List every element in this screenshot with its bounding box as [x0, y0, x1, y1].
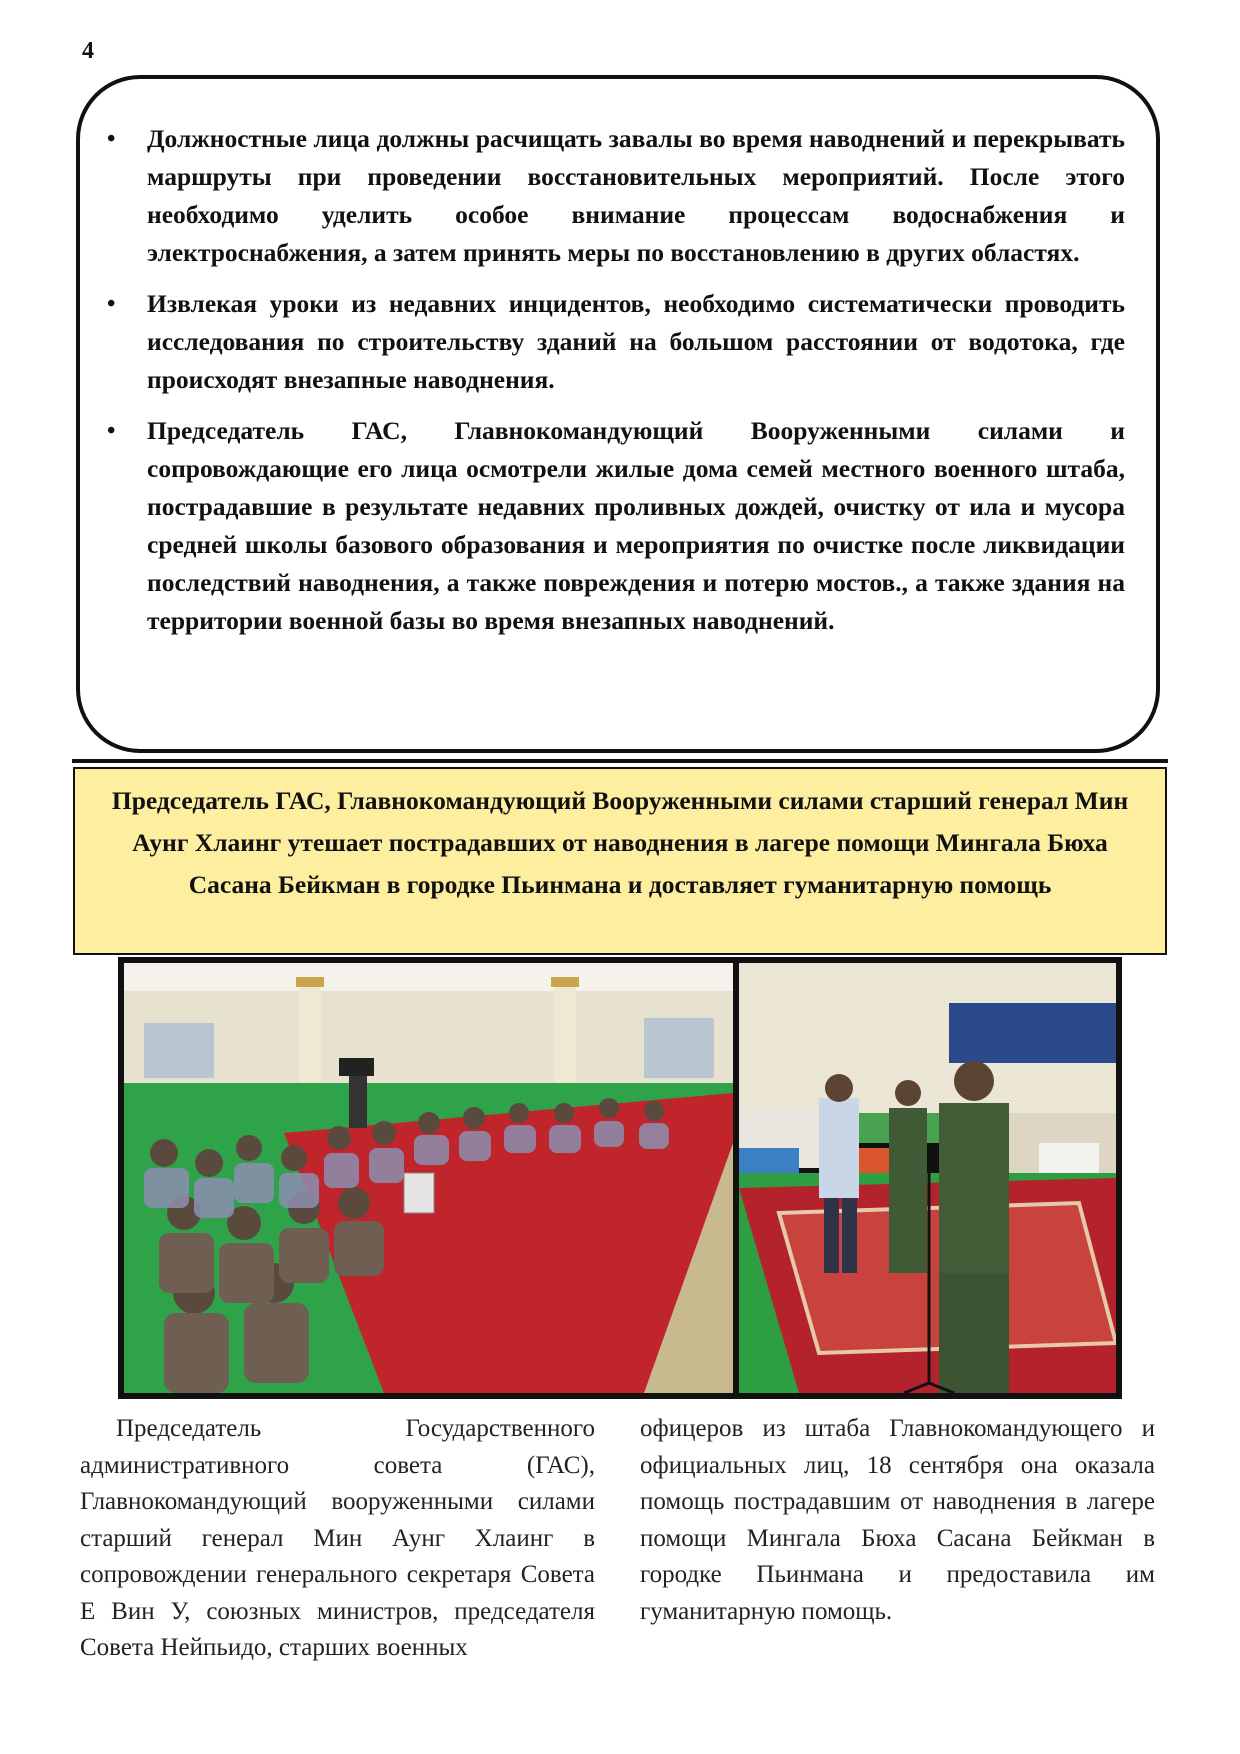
bullet-text: Извлекая уроки из недавних инцидентов, необходимо систематически проводить исследования по строительству зданий на большом расстоянии от водотока, где происходят внезапные наводнения. — [147, 289, 1125, 394]
photo-frame — [118, 957, 1122, 1399]
photo-relief-camp-crowd — [124, 963, 733, 1393]
headline-box — [73, 767, 1167, 955]
photo-officials-relief-supplies — [739, 963, 1116, 1393]
bullet-list — [103, 120, 1125, 653]
bullet-item — [103, 285, 1125, 399]
bullet-text: Должностные лица должны расчищать завалы во время наводнений и перекрывать маршруты при проведении восстановительных мероприятий. После этого необходимо уделить особое внимание процессам водоснабжения и электроснабжения, а затем принять меры по восстановлению в других областях. — [147, 124, 1125, 267]
page-number: 4 — [82, 38, 94, 64]
bullet-text: Председатель ГАС, Главнокомандующий Вооруженными силами и сопровождающие его лица осмотрели жилые дома семей местного военного штаба, пострадавшие в результате недавних проливных дождей, очистку от ила и мусора средней школы базового образования и мероприятия по очистке после ликвидации последствий наводнения, а также повреждения и потерю мостов., а также здания на территории военной базы во время внезапных наводнений. — [147, 416, 1125, 635]
bullet-icon: • — [107, 291, 116, 317]
headline-text: Председатель ГАС, Главнокомандующий Вооруженными силами старший генерал Мин Аунг Хлаинг утешает пострадавших от наводнения в лагере помощи Мингала Бюха Сасана Бейкман в городке Пьинмана и доставляет гуманитарную помощь — [111, 786, 1129, 899]
bullet-icon: • — [107, 126, 116, 152]
article-column-1: Председатель Государственного административного совета (ГАС), Главнокомандующий вооруженными силами старший генерал Мин Аунг Хлаинг в сопровождении генерального секретаря Совета Е Вин У, союзных министров, председателя Совета Нейпьидо, старших военных — [80, 1415, 595, 1661]
bullet-icon: • — [107, 418, 116, 444]
bullet-item — [103, 120, 1125, 272]
bullet-item — [103, 412, 1125, 640]
divider-rule — [72, 759, 1168, 763]
article-column-2: офицеров из штаба Главнокомандующего и официальных лиц, 18 сентября она оказала помощь пострадавшим от наводнения в лагере помощи Мингала Бюха Сасана Бейкман в городке Пьинмана и предоставила им гуманитарную помощь. — [640, 1415, 1155, 1625]
